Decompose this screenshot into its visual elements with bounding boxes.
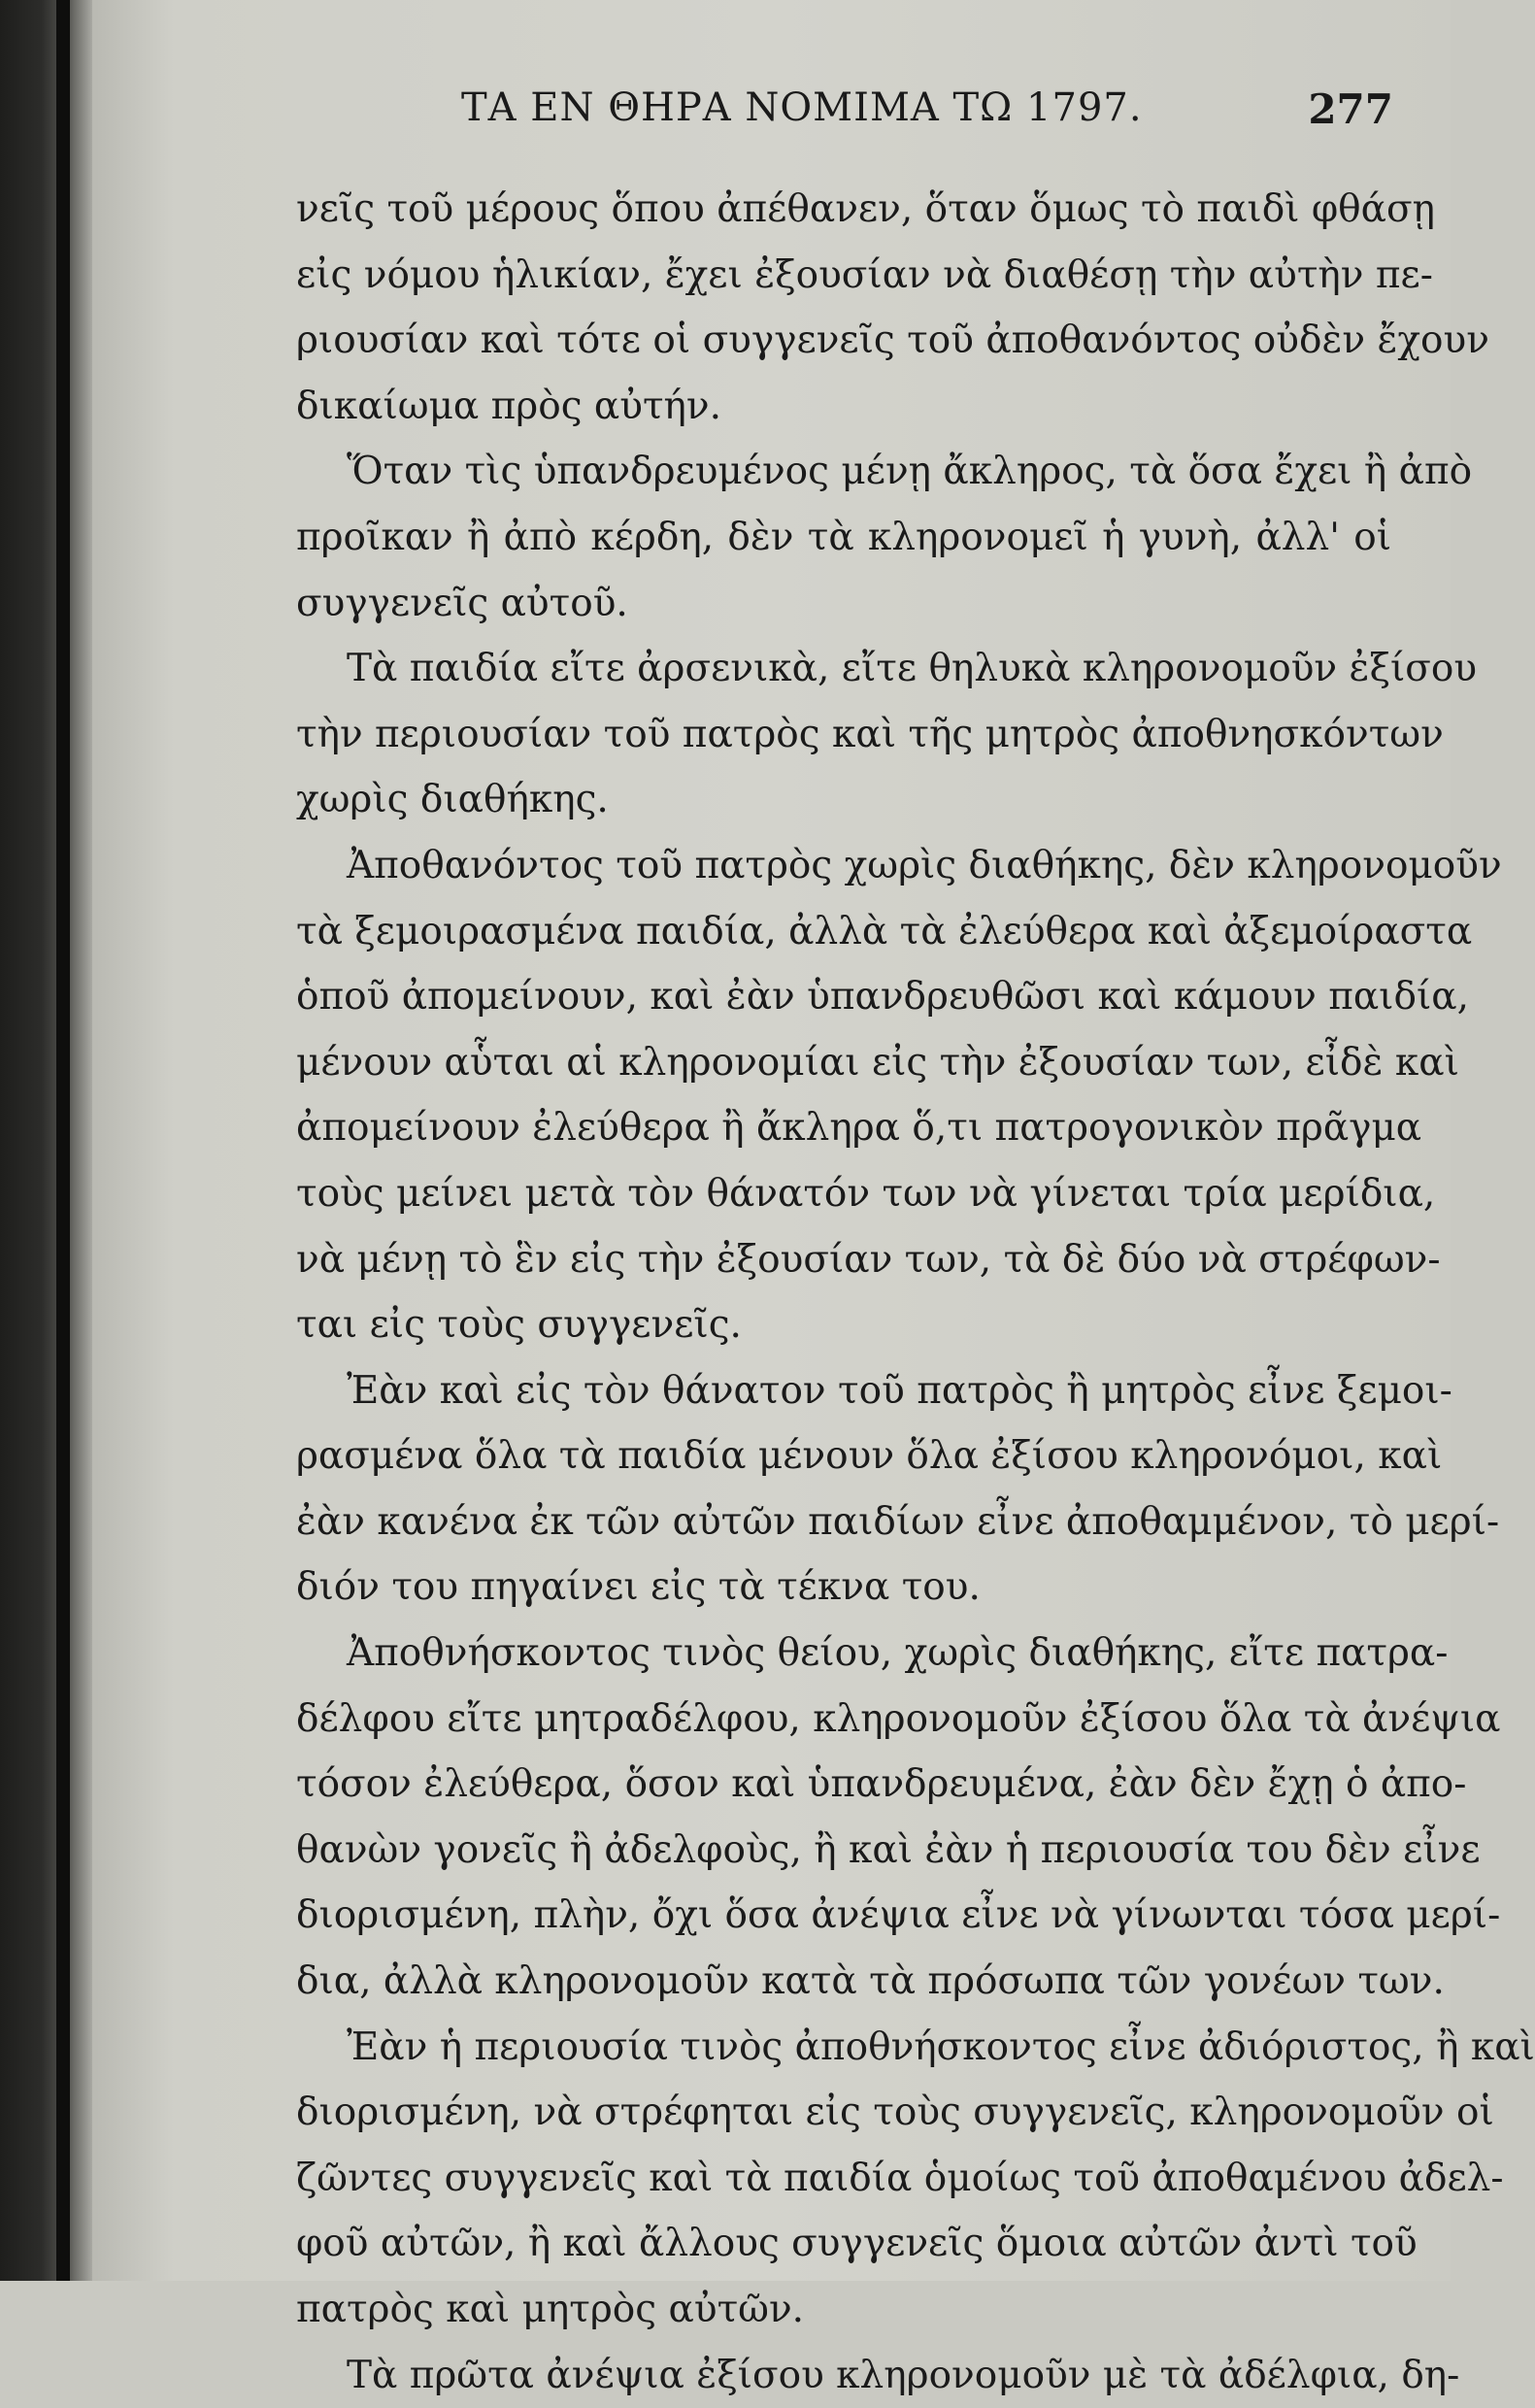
text-line: Ἀποθνήσκοντος τινὸς θείου, χωρὶς διαθήκης, εἴτε πατρα- (347, 1631, 1449, 1676)
text-line: φοῦ αὐτῶν, ἢ καὶ ἄλλους συγγενεῖς ὅμοια αὐτῶν ἀντὶ τοῦ (296, 2222, 1418, 2266)
text-line: ται εἰς τοὺς συγγενεῖς. (296, 1303, 742, 1348)
text-line: προῖκαν ἢ ἀπὸ κέρδη, δὲν τὰ κληρονομεῖ ἡ γυνὴ, ἀλλ' οἱ (296, 515, 1391, 559)
text-line: Ὅταν τὶς ὑπανδρευμένος μένῃ ἄκληρος, τὰ ὅσα ἔχει ἢ ἀπὸ (347, 450, 1473, 494)
page-header (461, 85, 1393, 134)
book-gutter (56, 0, 70, 2281)
text-line: ρασμένα ὅλα τὰ παιδία μένουν ὅλα ἐξίσου κληρονόμοι, καὶ (296, 1434, 1443, 1479)
text-line: τὰ ξεμοιρασμένα παιδία, ἀλλὰ τὰ ἐλεύθερα καὶ ἀξεμοίραστα (296, 909, 1473, 953)
text-line: ὁποῦ ἀπομείνουν, καὶ ἐὰν ὑπανδρευθῶσι καὶ κάμουν παιδία, (296, 975, 1469, 1020)
text-line: τόσον ἐλεύθερα, ὅσον καὶ ὑπανδρευμένα, ἐὰν δὲν ἔχῃ ὁ ἀπο- (296, 1762, 1467, 1807)
text-line: διόν του πηγαίνει εἰς τὰ τέκνα του. (296, 1565, 981, 1610)
text-line: ριουσίαν καὶ τότε οἱ συγγενεῖς τοῦ ἀποθανόντος οὐδὲν ἔχουν (296, 318, 1489, 363)
text-line: τοὺς μείνει μετὰ τὸν θάνατόν των νὰ γίνεται τρία μερίδια, (296, 1171, 1436, 1216)
text-line: δικαίωμα πρὸς αὐτήν. (296, 384, 722, 428)
text-line: θανὼν γονεῖς ἢ ἀδελφοὺς, ἢ καὶ ἐὰν ἡ περιουσία του δὲν εἶνε (296, 1827, 1481, 1872)
text-line: συγγενεῖς αὐτοῦ. (296, 581, 628, 625)
text-line: Ἀποθανόντος τοῦ πατρὸς χωρὶς διαθήκης, δὲν κληρονομοῦν (347, 843, 1502, 887)
text-line: δια, ἀλλὰ κληρονομοῦν κατὰ τὰ πρόσωπα τῶν γονέων των. (296, 1959, 1445, 2004)
text-line: ἐὰν κανένα ἐκ τῶν αὐτῶν παιδίων εἶνε ἀποθαμμένον, τὸ μερί- (296, 1499, 1500, 1544)
text-line: Ἐὰν καὶ εἰς τὸν θάνατον τοῦ πατρὸς ἢ μητρὸς εἶνε ξεμοι- (347, 1368, 1452, 1413)
text-line: μένουν αὗται αἱ κληρονομίαι εἰς τὴν ἐξουσίαν των, εἶδὲ καὶ (296, 1040, 1459, 1085)
running-title: ΤΑ ΕΝ ΘΗΡΑ ΝΟΜΙΜΑ ΤΩ 1797. (461, 85, 1143, 130)
text-line: τὴν περιουσίαν τοῦ πατρὸς καὶ τῆς μητρὸς ἀποθνησκόντων (296, 712, 1444, 756)
text-line: διορισμένη, πλὴν, ὄχι ὅσα ἀνέψια εἶνε νὰ γίνωνται τόσα μερί- (296, 1893, 1501, 1938)
text-line: πατρὸς καὶ μητρὸς αὐτῶν. (296, 2288, 805, 2331)
text-line: Ἐὰν ἡ περιουσία τινὸς ἀποθνήσκοντος εἶνε ἀδιόριστος, ἢ καὶ (347, 2024, 1535, 2069)
text-line: νεῖς τοῦ μέρους ὅπου ἀπέθανεν, ὅταν ὅμως τὸ παιδὶ φθάσῃ (296, 187, 1435, 231)
text-line: εἰς νόμου ἡλικίαν, ἔχει ἐξουσίαν νὰ διαθέσῃ τὴν αὐτὴν πε- (296, 252, 1433, 297)
text-line: χωρὶς διαθήκης. (296, 778, 609, 822)
page-number: 277 (1308, 85, 1393, 133)
text-line: διορισμένη, νὰ στρέφηται εἰς τοὺς συγγενεῖς, κληρονομοῦν οἱ (296, 2090, 1494, 2135)
text-line: Τὰ πρῶτα ἀνέψια ἐξίσου κληρονομοῦν μὲ τὰ ἀδέλφια, δη- (347, 2353, 1460, 2397)
text-line: δέλφου εἴτε μητραδέλφου, κληρονομοῦν ἐξίσου ὅλα τὰ ἀνέψια (296, 1696, 1501, 1741)
book-binding-shadow (0, 0, 92, 2281)
text-line: νὰ μένῃ τὸ ἓν εἰς τὴν ἐξουσίαν των, τὰ δὲ δύο νὰ στρέφων- (296, 1237, 1441, 1282)
text-line: Τὰ παιδία εἴτε ἀρσενικὰ, εἴτε θηλυκὰ κληρονομοῦν ἐξίσου (347, 647, 1478, 691)
text-line: ζῶντες συγγενεῖς καὶ τὰ παιδία ὁμοίως τοῦ ἀποθαμένου ἀδελ- (296, 2156, 1504, 2200)
book-page (92, 0, 1535, 2397)
body-text (296, 177, 1535, 2408)
text-line: ἀπομείνουν ἐλεύθερα ἢ ἄκληρα ὅ,τι πατρογονικὸν πρᾶγμα (296, 1106, 1422, 1151)
